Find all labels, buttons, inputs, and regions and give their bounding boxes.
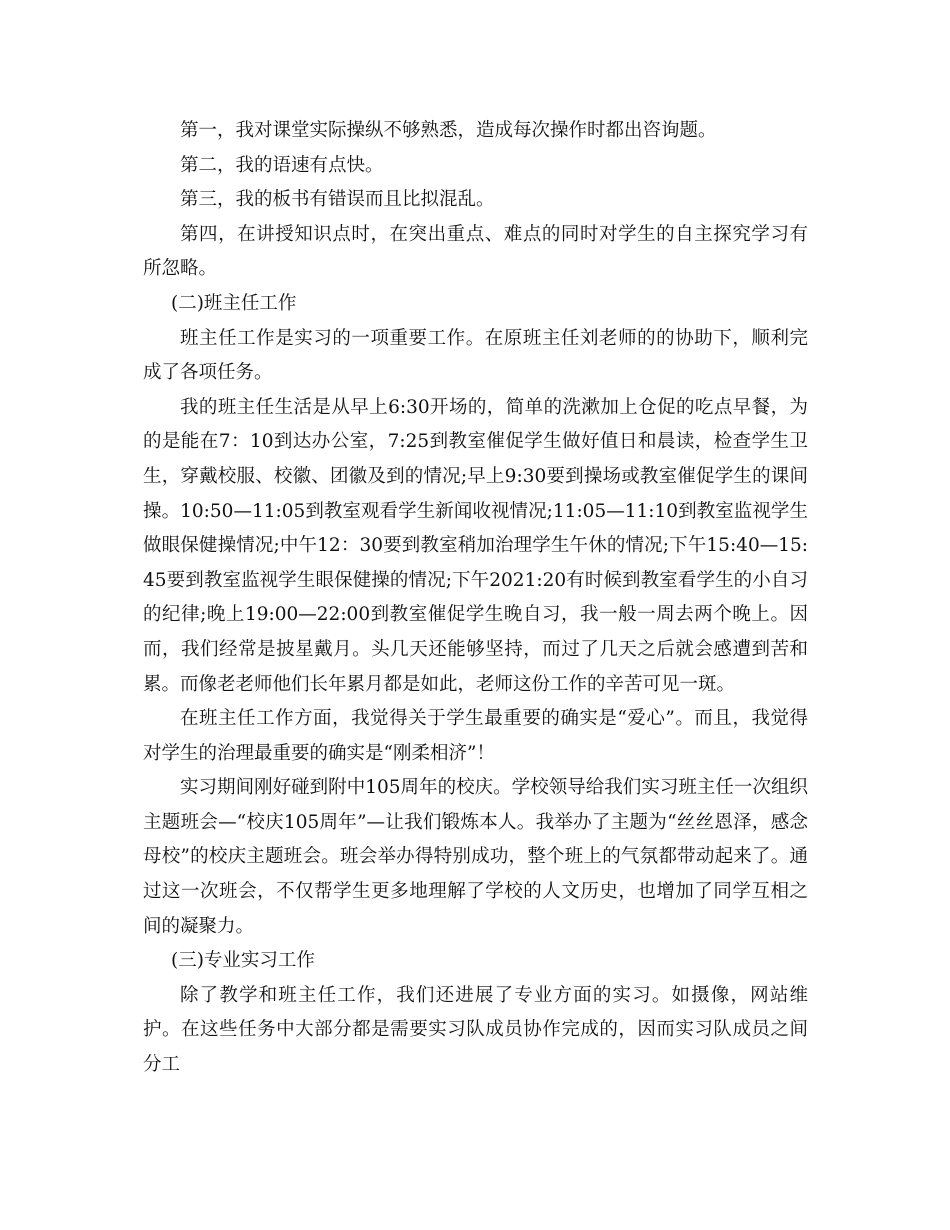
paragraph-love-and-balance: 在班主任工作方面，我觉得关于学生最重要的确实是“爱心”。而且，我觉得对学生的治理最重要的确实是“刚柔相济”！ [143, 708, 808, 764]
section-heading-professional-practice: (三)专业实习工作 [171, 950, 315, 972]
paragraph-school-anniversary: 实习期间刚好碰到附中105周年的校庆。学校领导给我们实习班主任一次组织主题班会—“校庆105周年”—让我们锻炼本人。我举办了主题为“丝丝恩泽，感念母校”的校庆主题班会。班会举办得特别成功，整个班上的气氛都带动起来了。通过这一次班会，不仅帮学生更多地理解了学校的人文历史，也增加了同学互相之间的凝聚力。 [143, 777, 808, 937]
section-heading-class-teacher: (二)班主任工作 [171, 292, 297, 314]
paragraph-point-two: 第二，我的语速有点快。 [180, 154, 384, 176]
paragraph-professional-practice: 除了教学和班主任工作，我们还进展了专业方面的实习。如摄像，网站维护。在这些任务中大部分都是需要实习队成员协作完成的，因而实习队成员之间分工 [143, 984, 808, 1076]
paragraph-point-one: 第一，我对课堂实际操纵不够熟悉，造成每次操作时都出咨询题。 [180, 120, 717, 141]
paragraph-daily-schedule: 我的班主任生活是从早上6:30开场的，简单的洗漱加上仓促的吃点早餐，为的是能在7：10到达办公室，7:25到教室催促学生做好值日和晨读，检查学生卫生，穿戴校服、校徽、团徽及到的情况;早上9:30要到操场或教室催促学生的课间操。10:50—11:05到教室观看学生新闻收视情况;11:05—11:10到教室监视学生做眼保健操情况;中午12：30要到教室稍加治理学生午休的情况;下午15:40—15:45要到教室监视学生眼保健操的情况;下午2021:20有时候到教室看学生的小自习的纪律;晚上19:00—22:00到教室催促学生晚自习，我一般一周去两个晚上。因而，我们经常是披星戴月。头几天还能够坚持，而过了几天之后就会感遭到苦和累。而像老老师他们长年累月都是如此，老师这份工作的辛苦可见一斑。 [143, 396, 808, 695]
paragraph-point-three: 第三，我的板书有错误而且比拟混乱。 [180, 189, 495, 211]
paragraph-point-four: 第四，在讲授知识点时，在突出重点、难点的同时对学生的自主探究学习有所忽略。 [143, 223, 808, 280]
document-body [143, 114, 808, 1083]
paragraph-class-teacher-intro: 班主任工作是实习的一项重要工作。在原班主任刘老师的的协助下，顺利完成了各项任务。 [143, 327, 808, 384]
